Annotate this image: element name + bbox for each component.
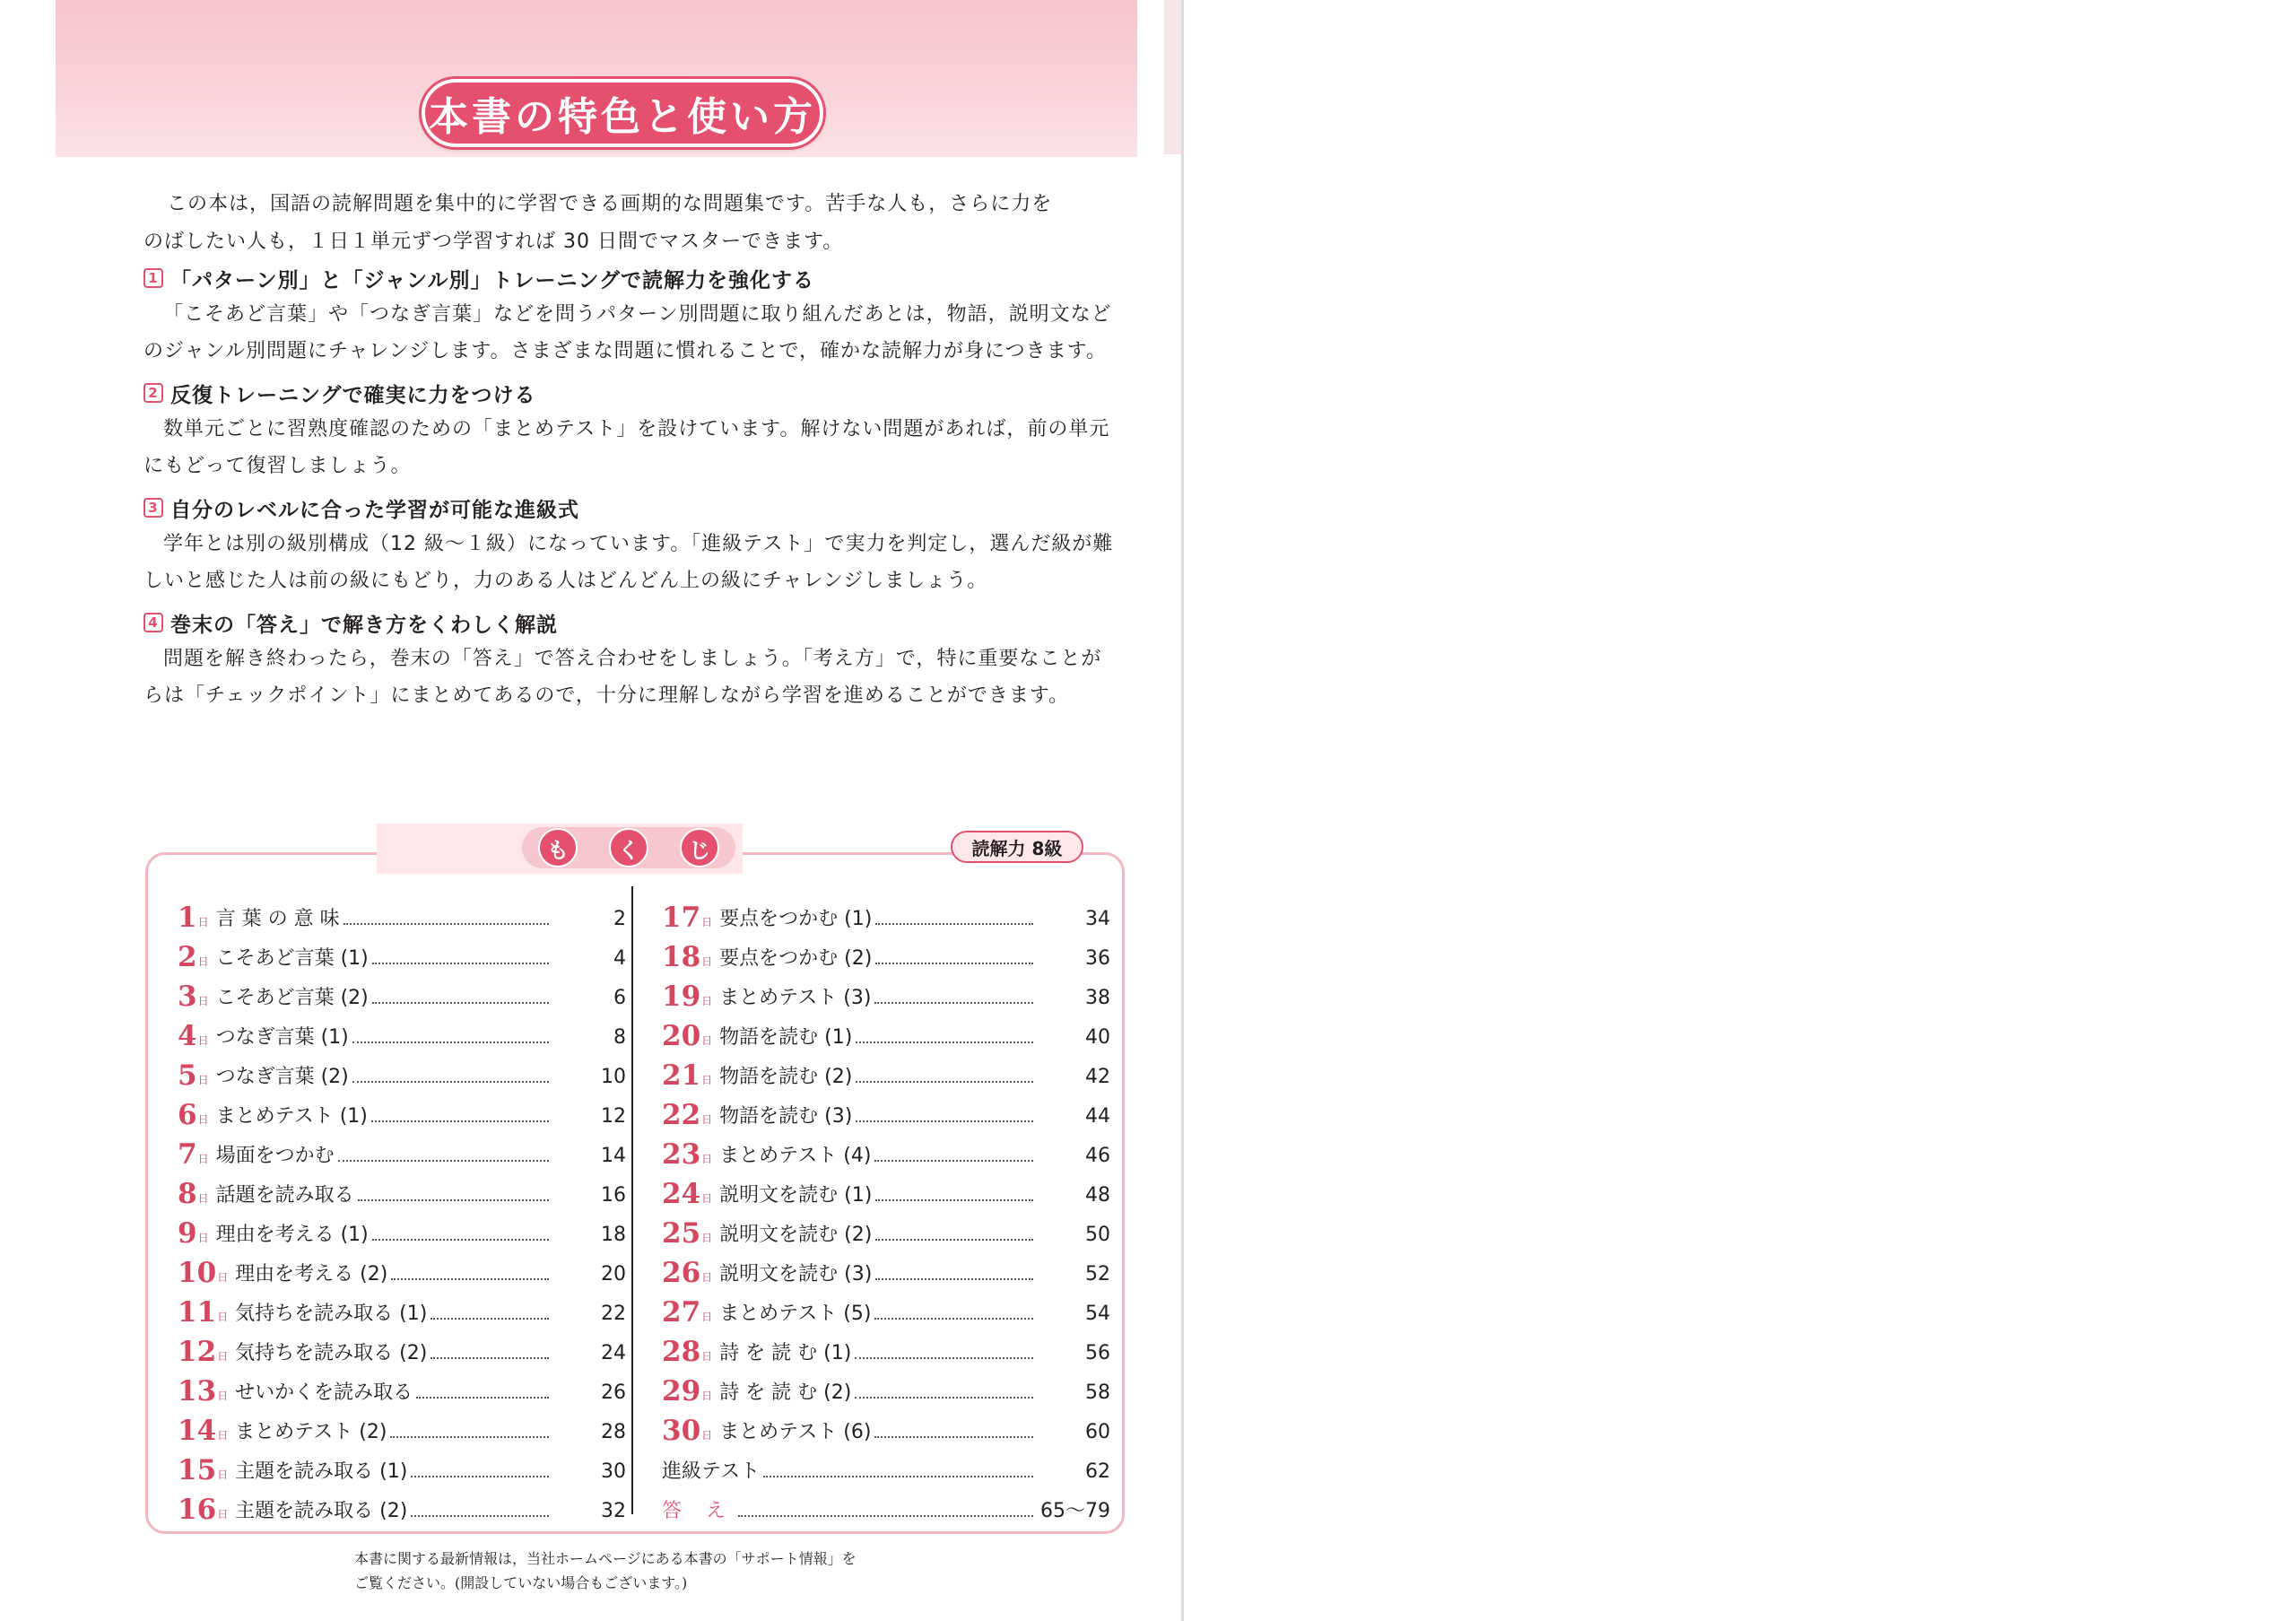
feature-item [144, 490, 1119, 599]
toc-entry-page: 6 [613, 987, 626, 1009]
toc-leader-dots [856, 1081, 1033, 1083]
toc-entry-page: 58 [1085, 1381, 1110, 1404]
toc-leader-dots [391, 1278, 549, 1280]
toc-entry-number: 17 [662, 902, 701, 934]
toc-entry-title: 物語を読む (3) [719, 1105, 853, 1128]
toc-day-suffix: 日 [701, 1350, 713, 1363]
toc-leader-dots [874, 1318, 1033, 1320]
toc-label [522, 827, 735, 868]
toc-day-suffix: 日 [197, 995, 209, 1007]
toc-entry-number: 21 [662, 1059, 701, 1092]
toc-entry-page: 12 [601, 1105, 626, 1128]
toc-leader-dots [874, 1002, 1033, 1004]
toc-leader-dots [856, 1120, 1033, 1122]
toc-entry [178, 1091, 626, 1130]
toc-entry-title: 物語を読む (2) [719, 1066, 853, 1088]
toc-entry-page: 65～79 [1040, 1500, 1110, 1522]
toc-leader-dots [352, 1041, 549, 1043]
toc-entry [662, 1486, 1110, 1525]
toc-entry-number: 19 [662, 980, 701, 1013]
toc-day-suffix: 日 [701, 1390, 713, 1402]
toc-left-column [178, 893, 626, 1525]
toc-entry-title: まとめテスト (1) [215, 1105, 368, 1128]
toc-entry [178, 1130, 626, 1170]
toc-entry [662, 1130, 1110, 1170]
toc-entry-title: こそあど言葉 (1) [215, 947, 369, 970]
toc-entry-number: 25 [662, 1217, 701, 1250]
toc-entry-number: 16 [178, 1494, 217, 1526]
toc-entry [178, 1367, 626, 1407]
toc-leader-dots [372, 1002, 549, 1004]
toc-entry [178, 1209, 626, 1249]
toc-entry [662, 1091, 1110, 1130]
toc-entry-number: 29 [662, 1375, 701, 1407]
feature-body: 学年とは別の級別構成（12 級～１級）になっています。「進級テスト」で実力を判定し，選んだ級が難しいと感じた人は前の級にもどり，力のある人はどんどん上の級にチャレンジしましょう。 [144, 533, 1114, 592]
toc-entry [178, 1328, 626, 1367]
toc-day-suffix: 日 [197, 1192, 209, 1205]
toc-entry [662, 1051, 1110, 1091]
toc-entry-number: 12 [178, 1336, 217, 1368]
feature-heading [144, 605, 1119, 641]
toc-entry [662, 1367, 1110, 1407]
toc-entry-title: 気持ちを読み取る (1) [235, 1303, 428, 1325]
toc-entry-page: 24 [601, 1342, 626, 1364]
feature-item [144, 375, 1119, 484]
toc-entry [662, 1209, 1110, 1249]
toc-entry-page: 40 [1085, 1026, 1110, 1049]
toc-entry-number: 24 [662, 1178, 701, 1210]
toc-leader-dots [390, 1436, 549, 1438]
intro-paragraph [144, 186, 1119, 261]
toc-day-suffix: 日 [701, 1311, 713, 1323]
toc-day-suffix: 日 [197, 1232, 209, 1244]
toc-entry [662, 1170, 1110, 1209]
feature-heading-text: 「パターン別」と「ジャンル別」トレーニングで読解力を強化する [170, 268, 815, 292]
footer-line: ご覧ください。(開設していない場合もございます。) [354, 1574, 688, 1591]
toc-entry-number: 8 [178, 1178, 197, 1210]
toc-entry-page: 4 [613, 947, 626, 970]
toc-leader-dots [430, 1357, 549, 1359]
toc-entry-title: 物語を読む (1) [719, 1026, 853, 1049]
toc-entry [178, 1446, 626, 1486]
toc-entry-number: 3 [178, 980, 197, 1013]
toc-day-suffix: 日 [701, 1192, 713, 1205]
toc-entry-page: 60 [1085, 1421, 1110, 1443]
toc-entry [178, 1012, 626, 1051]
toc-entry-page: 36 [1085, 947, 1110, 970]
toc-entry-number: 10 [178, 1257, 217, 1289]
toc-entry [178, 1486, 626, 1525]
toc-day-suffix: 日 [217, 1311, 229, 1323]
toc-leader-dots [371, 1120, 549, 1122]
toc-entry [178, 1249, 626, 1288]
intro-line: この本は，国語の読解問題を集中的に学習できる画期的な問題集です。苦手な人も，さらに力を [167, 193, 1053, 215]
toc-entry-title: 進級テスト [662, 1460, 761, 1483]
toc-day-suffix: 日 [217, 1390, 229, 1402]
feature-heading-text: 自分のレベルに合った学習が可能な進級式 [170, 498, 579, 522]
page-title: 本書の特色と使い方 [429, 94, 816, 140]
toc-day-suffix: 日 [197, 1113, 209, 1126]
toc-entry-title: まとめテスト (5) [719, 1303, 872, 1325]
toc-leader-dots [352, 1081, 549, 1083]
toc-day-suffix: 日 [701, 1034, 713, 1047]
toc-entry-number: 7 [178, 1138, 197, 1171]
level-badge: 読解力 8級 [951, 831, 1083, 863]
toc-day-suffix: 日 [701, 916, 713, 928]
toc-leader-dots [411, 1476, 549, 1477]
toc-leader-dots [875, 1239, 1033, 1241]
toc-entry-title: 説明文を読む (3) [719, 1263, 873, 1285]
toc-leader-dots [738, 1515, 1033, 1517]
toc-entry-title: つなぎ言葉 (2) [215, 1066, 349, 1088]
toc-divider [631, 886, 633, 1514]
title-banner [422, 79, 823, 147]
toc-entry [662, 1249, 1110, 1288]
toc-day-suffix: 日 [217, 1271, 229, 1284]
toc-leader-dots [874, 1160, 1033, 1162]
toc-entry [178, 1170, 626, 1209]
toc-day-suffix: 日 [217, 1508, 229, 1521]
toc-entry-title: 説明文を読む (2) [719, 1224, 873, 1246]
toc-entry-title: 場面をつかむ [215, 1145, 335, 1167]
toc-day-suffix: 日 [701, 955, 713, 968]
toc-entry-page: 48 [1085, 1184, 1110, 1207]
toc-entry-page: 28 [601, 1421, 626, 1443]
toc-entry-title: 理由を考える (2) [235, 1263, 388, 1285]
feature-heading-text: 反復トレーニングで確実に力をつける [170, 383, 536, 407]
toc-entry-number: 23 [662, 1138, 701, 1171]
toc-day-suffix: 日 [701, 1074, 713, 1086]
toc-day-suffix: 日 [197, 1034, 209, 1047]
toc-entry-page: 50 [1085, 1224, 1110, 1246]
toc-leader-dots [875, 1278, 1033, 1280]
toc-entry-number: 4 [178, 1020, 197, 1052]
footer-line: 本書に関する最新情報は，当社ホームページにある本書の「サポート情報」を [354, 1550, 857, 1567]
toc-entry-page: 32 [601, 1500, 626, 1522]
toc-entry-number: 1 [178, 902, 197, 934]
toc-entry-page: 56 [1085, 1342, 1110, 1364]
toc-entry-page: 54 [1085, 1303, 1110, 1325]
toc-label-char: く [609, 828, 648, 867]
toc-entry-number: 2 [178, 941, 197, 973]
toc-entry-title: まとめテスト (4) [719, 1145, 872, 1167]
feature-body: 数単元ごとに習熟度確認のための「まとめテスト」を設けています。解けない問題があれば，前の単元にもどって復習しましょう。 [144, 418, 1110, 477]
feature-heading [144, 260, 1119, 296]
toc-entry-page: 52 [1085, 1263, 1110, 1285]
feature-item [144, 605, 1119, 714]
feature-number: 4 [144, 613, 163, 632]
toc-day-suffix: 日 [197, 955, 209, 968]
toc-entry-title: こそあど言葉 (2) [215, 987, 369, 1009]
toc-day-suffix: 日 [217, 1350, 229, 1363]
toc-entry [662, 972, 1110, 1012]
toc-entry-title: 話題を読み取る [215, 1184, 354, 1207]
toc-entry-page: 46 [1085, 1145, 1110, 1167]
toc-entry-number: 9 [178, 1217, 197, 1250]
feature-number: 2 [144, 383, 163, 403]
toc-entry-number: 14 [178, 1415, 217, 1447]
feature-number: 1 [144, 268, 163, 288]
toc-entry [662, 1288, 1110, 1328]
toc-leader-dots [875, 923, 1033, 925]
toc-entry-number: 18 [662, 941, 701, 973]
toc-entry-page: 20 [601, 1263, 626, 1285]
feature-body: 問題を解き終わったら，巻末の「答え」で答え合わせをしましょう。「考え方」で，特に重要なことがらは「チェックポイント」にまとめてあるので，十分に理解しながら学習を進めることができます。 [144, 648, 1102, 707]
toc-day-suffix: 日 [197, 916, 209, 928]
toc-day-suffix: 日 [701, 1232, 713, 1244]
toc-leader-dots [874, 1436, 1033, 1438]
toc-entry-number: 20 [662, 1020, 701, 1052]
toc-leader-dots [372, 1239, 549, 1241]
toc-leader-dots [344, 923, 549, 925]
feature-item [144, 260, 1119, 370]
toc-entry-number: 6 [178, 1099, 197, 1131]
toc-day-suffix: 日 [701, 1153, 713, 1165]
toc-entry [178, 972, 626, 1012]
toc-entry-page: 16 [601, 1184, 626, 1207]
toc-entry-number: 28 [662, 1336, 701, 1368]
toc-entry [178, 1407, 626, 1446]
toc-label-char: も [538, 828, 578, 867]
feature-heading [144, 375, 1119, 411]
toc-day-suffix: 日 [217, 1468, 229, 1481]
toc-entry-title: 詩 を 読 む (2) [719, 1381, 852, 1404]
toc-leader-dots [416, 1397, 549, 1399]
toc-entry-page: 26 [601, 1381, 626, 1404]
toc-leader-dots [763, 1476, 1033, 1477]
toc-entry-title: 要点をつかむ (1) [719, 908, 873, 930]
toc-entry-page: 2 [613, 908, 626, 930]
toc-entry-number: 15 [178, 1454, 217, 1486]
toc-entry [178, 893, 626, 933]
toc-entry [662, 893, 1110, 933]
toc-day-suffix: 日 [701, 1429, 713, 1442]
feature-heading [144, 490, 1119, 526]
page-edge [1181, 0, 1184, 1621]
toc-leader-dots [875, 963, 1033, 964]
toc-leader-dots [430, 1318, 549, 1320]
toc-entry-title: 詩 を 読 む (1) [719, 1342, 852, 1364]
feature-number: 3 [144, 498, 163, 518]
footer-note [354, 1547, 928, 1595]
toc-entry-number: 27 [662, 1296, 701, 1329]
toc-entry-number: 13 [178, 1375, 217, 1407]
toc-entry-number: 26 [662, 1257, 701, 1289]
toc-entry-page: 38 [1085, 987, 1110, 1009]
feature-body: 「こそあど言葉」や「つなぎ言葉」などを問うパターン別問題に取り組んだあとは，物語，説明文などのジャンル別問題にチャレンジします。さまざまな問題に慣れることで，確かな読解力が身につきます。 [144, 303, 1112, 362]
toc-entry-page: 34 [1085, 908, 1110, 930]
toc-entry-page: 10 [601, 1066, 626, 1088]
page-edge-strip [1164, 0, 1182, 154]
toc-entry-page: 44 [1085, 1105, 1110, 1128]
toc-day-suffix: 日 [701, 1113, 713, 1126]
toc-entry-title: 要点をつかむ (2) [719, 947, 873, 970]
toc-day-suffix: 日 [701, 1271, 713, 1284]
toc-entry-page: 14 [601, 1145, 626, 1167]
toc-entry-title: 理由を考える (1) [215, 1224, 369, 1246]
toc-entry-title: せいかくを読み取る [235, 1381, 413, 1404]
toc-entry-page: 22 [601, 1303, 626, 1325]
toc-label-char: じ [680, 828, 719, 867]
toc-entry-title: つなぎ言葉 (1) [215, 1026, 349, 1049]
toc-entry [178, 1051, 626, 1091]
toc-entry-page: 62 [1085, 1460, 1110, 1483]
toc-entry [662, 933, 1110, 972]
toc-entry-title: まとめテスト (3) [719, 987, 872, 1009]
toc-entry-title: 主題を読み取る (1) [235, 1460, 408, 1483]
toc-entry-number: 30 [662, 1415, 701, 1447]
toc-leader-dots [856, 1041, 1033, 1043]
toc-entry [662, 1407, 1110, 1446]
intro-line: のばしたい人も，１日１単元ずつ学習すれば 30 日間でマスターできます。 [144, 231, 844, 253]
toc-leader-dots [358, 1199, 549, 1201]
toc-leader-dots [855, 1397, 1033, 1399]
toc-entry [662, 1012, 1110, 1051]
toc-entry-page: 18 [601, 1224, 626, 1246]
toc-entry-title: 主題を読み取る (2) [235, 1500, 408, 1522]
toc-entry-title: 気持ちを読み取る (2) [235, 1342, 428, 1364]
toc-right-column [662, 893, 1110, 1525]
toc-entry [662, 1446, 1110, 1486]
toc-entry [178, 1288, 626, 1328]
toc-entry-title: 言 葉 の 意 味 [215, 908, 340, 930]
feature-list [144, 260, 1119, 719]
toc-entry-title: 説明文を読む (1) [719, 1184, 873, 1207]
toc-entry [662, 1328, 1110, 1367]
toc-entry [178, 933, 626, 972]
toc-entry-number: 11 [178, 1296, 217, 1329]
toc-leader-dots [875, 1199, 1033, 1201]
toc-entry-title: まとめテスト (6) [719, 1421, 872, 1443]
feature-heading-text: 巻末の「答え」で解き方をくわしく解説 [170, 613, 558, 637]
toc-day-suffix: 日 [217, 1429, 229, 1442]
toc-leader-dots [338, 1160, 549, 1162]
toc-leader-dots [855, 1357, 1033, 1359]
toc-entry-number: 22 [662, 1099, 701, 1131]
toc-entry-page: 30 [601, 1460, 626, 1483]
toc-entry-title: まとめテスト (2) [235, 1421, 387, 1443]
toc-leader-dots [372, 963, 549, 964]
toc-day-suffix: 日 [197, 1074, 209, 1086]
toc-day-suffix: 日 [701, 995, 713, 1007]
toc-day-suffix: 日 [197, 1153, 209, 1165]
toc-entry-title: 答 え [662, 1500, 735, 1522]
toc-entry-page: 8 [613, 1026, 626, 1049]
toc-leader-dots [411, 1515, 549, 1517]
toc-entry-number: 5 [178, 1059, 197, 1092]
toc-entry-page: 42 [1085, 1066, 1110, 1088]
